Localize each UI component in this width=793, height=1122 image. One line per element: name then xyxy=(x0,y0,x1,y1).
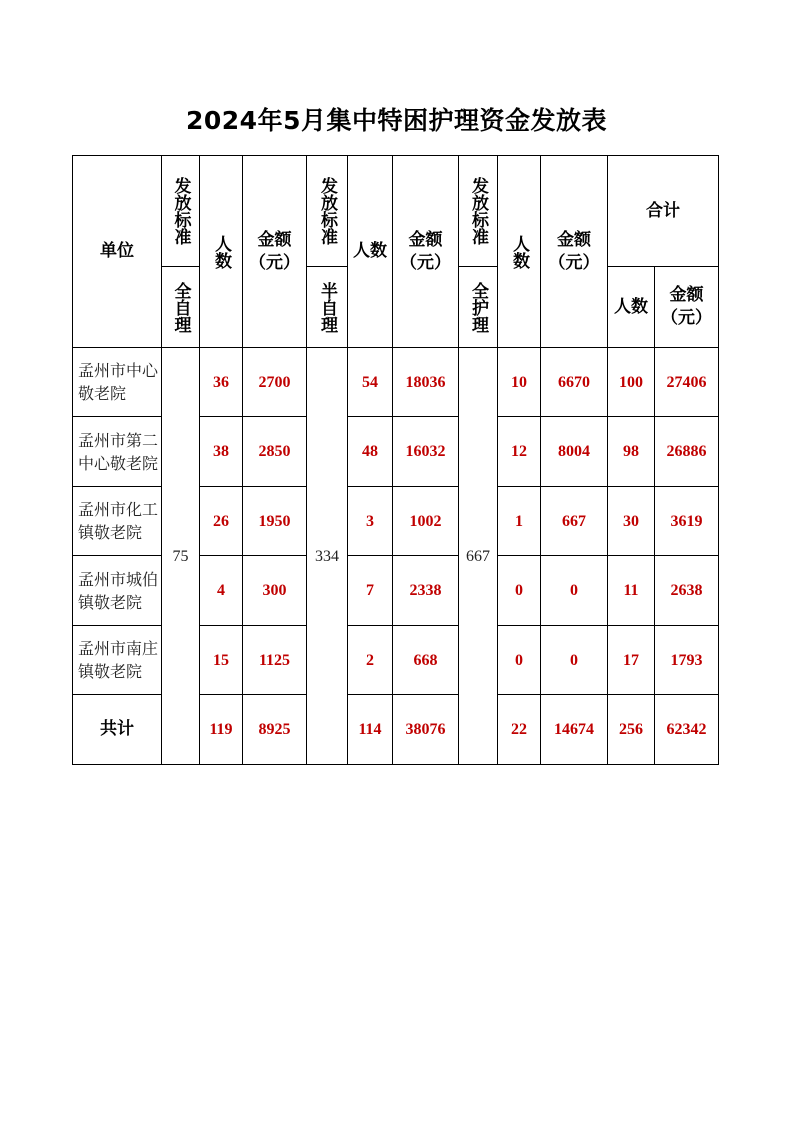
a-people-cell: 4 xyxy=(200,556,243,626)
amount-header-a: 金额（元） xyxy=(243,156,307,348)
b-amount-cell: 668 xyxy=(393,626,459,695)
t-people-cell: 17 xyxy=(608,626,655,695)
c-people-cell: 0 xyxy=(498,626,541,695)
total-c-people: 22 xyxy=(498,695,541,765)
b-amount-cell: 1002 xyxy=(393,487,459,556)
t-people-cell: 98 xyxy=(608,417,655,487)
fund-table xyxy=(72,155,719,765)
standard-semi-self-care: 334 xyxy=(307,348,348,765)
people-header-c-text: 人数 xyxy=(509,234,529,269)
a-people-cell: 26 xyxy=(200,487,243,556)
unit-cell: 孟州市城伯镇敬老院 xyxy=(73,556,162,626)
unit-cell: 孟州市化工镇敬老院 xyxy=(73,487,162,556)
t-people-cell: 100 xyxy=(608,348,655,417)
a-amount-cell: 2850 xyxy=(243,417,307,487)
standard-header-a-text: 发放标准 xyxy=(170,177,191,245)
b-amount-cell: 16032 xyxy=(393,417,459,487)
t-amount-cell: 26886 xyxy=(655,417,719,487)
unit-header: 单位 xyxy=(73,156,162,348)
amount-header-c: 金额（元） xyxy=(541,156,608,348)
unit-cell: 孟州市南庄镇敬老院 xyxy=(73,626,162,695)
subtotal-amount-header: 金额（元） xyxy=(655,267,719,348)
total-t-people: 256 xyxy=(608,695,655,765)
t-people-cell: 30 xyxy=(608,487,655,556)
c-amount-cell: 667 xyxy=(541,487,608,556)
total-label: 共计 xyxy=(73,695,162,765)
b-people-cell: 2 xyxy=(348,626,393,695)
a-amount-cell: 300 xyxy=(243,556,307,626)
people-header-a xyxy=(200,156,243,348)
c-amount-cell: 8004 xyxy=(541,417,608,487)
full-self-care-text: 全自理 xyxy=(170,281,191,333)
b-people-cell: 7 xyxy=(348,556,393,626)
full-care-text: 全护理 xyxy=(468,281,488,333)
a-people-cell: 15 xyxy=(200,626,243,695)
b-amount-cell: 2338 xyxy=(393,556,459,626)
semi-self-care-text: 半自理 xyxy=(317,281,337,333)
standard-header-c-text: 发放标准 xyxy=(468,177,488,245)
people-header-c xyxy=(498,156,541,348)
c-amount-cell: 6670 xyxy=(541,348,608,417)
people-header-b: 人数 xyxy=(348,156,393,348)
c-amount-cell: 0 xyxy=(541,556,608,626)
table-row xyxy=(73,348,719,417)
standard-header-b-text: 发放标准 xyxy=(317,177,337,245)
total-a-people: 119 xyxy=(200,695,243,765)
standard-full-self-care: 75 xyxy=(162,348,200,765)
t-amount-cell: 1793 xyxy=(655,626,719,695)
full-self-care-label xyxy=(162,267,200,348)
amount-header-b: 金额（元） xyxy=(393,156,459,348)
unit-cell: 孟州市第二中心敬老院 xyxy=(73,417,162,487)
total-a-amount: 8925 xyxy=(243,695,307,765)
b-amount-cell: 18036 xyxy=(393,348,459,417)
a-people-cell: 36 xyxy=(200,348,243,417)
a-people-cell: 38 xyxy=(200,417,243,487)
b-people-cell: 54 xyxy=(348,348,393,417)
total-c-amount: 14674 xyxy=(541,695,608,765)
b-people-cell: 3 xyxy=(348,487,393,556)
t-amount-cell: 2638 xyxy=(655,556,719,626)
c-people-cell: 10 xyxy=(498,348,541,417)
a-amount-cell: 1125 xyxy=(243,626,307,695)
t-amount-cell: 3619 xyxy=(655,487,719,556)
t-people-cell: 11 xyxy=(608,556,655,626)
total-b-amount: 38076 xyxy=(393,695,459,765)
c-amount-cell: 0 xyxy=(541,626,608,695)
full-care-label xyxy=(459,267,498,348)
semi-self-care-label xyxy=(307,267,348,348)
c-people-cell: 12 xyxy=(498,417,541,487)
page-title: 2024年5月集中特困护理资金发放表 xyxy=(186,106,607,135)
standard-header-b xyxy=(307,156,348,267)
t-amount-cell: 27406 xyxy=(655,348,719,417)
subtotal-people-header: 人数 xyxy=(608,267,655,348)
c-people-cell: 0 xyxy=(498,556,541,626)
total-t-amount: 62342 xyxy=(655,695,719,765)
a-amount-cell: 1950 xyxy=(243,487,307,556)
c-people-cell: 1 xyxy=(498,487,541,556)
unit-cell: 孟州市中心敬老院 xyxy=(73,348,162,417)
a-amount-cell: 2700 xyxy=(243,348,307,417)
people-header-a-text: 人数 xyxy=(211,234,231,269)
total-b-people: 114 xyxy=(348,695,393,765)
standard-header-a xyxy=(162,156,200,267)
b-people-cell: 48 xyxy=(348,417,393,487)
standard-full-care: 667 xyxy=(459,348,498,765)
subtotal-header: 合计 xyxy=(608,156,719,267)
standard-header-c xyxy=(459,156,498,267)
